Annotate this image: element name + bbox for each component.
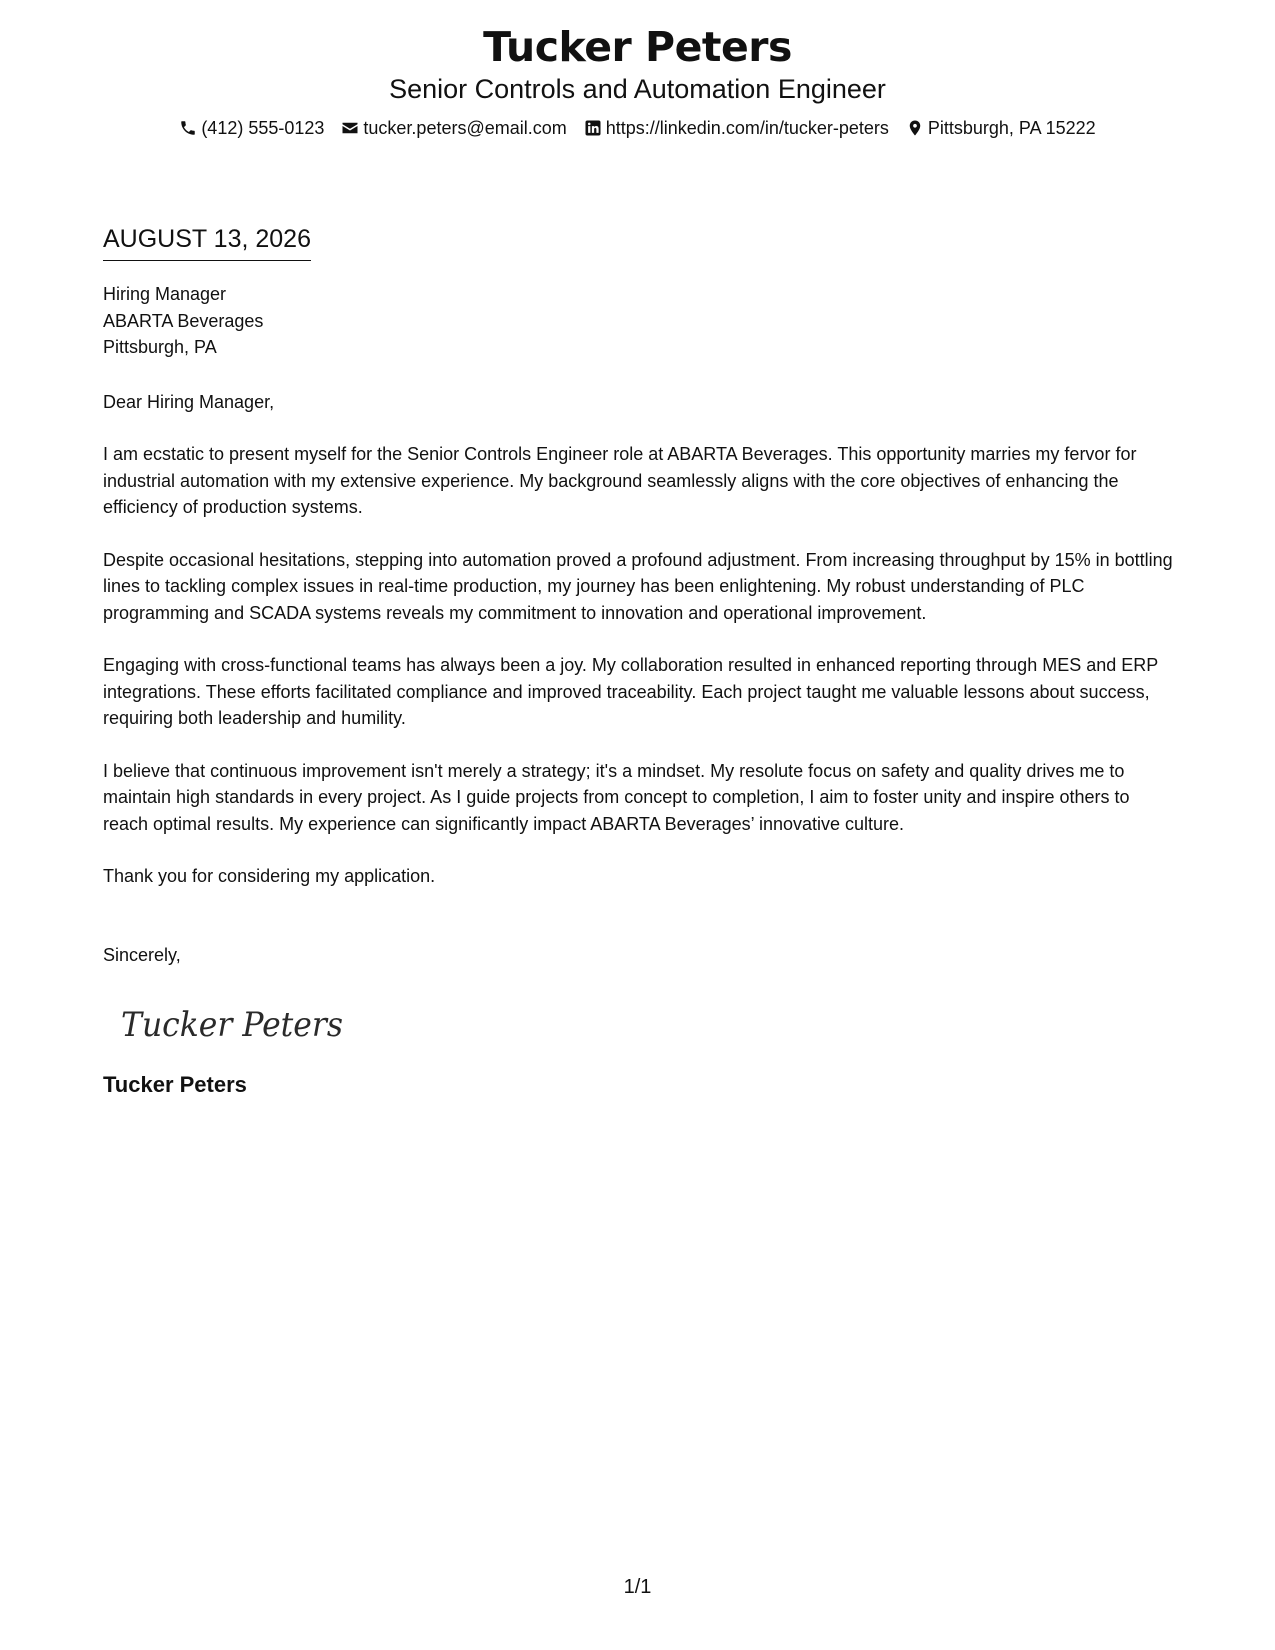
contact-email-text: tucker.peters@email.com <box>363 118 567 138</box>
contact-location-text: Pittsburgh, PA 15222 <box>927 118 1096 138</box>
svg-text:Tucker Peters: Tucker Peters <box>121 1005 343 1045</box>
phone-icon <box>179 119 197 137</box>
recipient-line: Pittsburgh, PA <box>103 337 217 357</box>
handwritten-signature <box>121 998 351 1050</box>
contact-phone-text: (412) 555-0123 <box>201 118 325 138</box>
envelope-icon <box>341 119 359 137</box>
body-paragraph: I believe that continuous improvement isn't merely a strategy; it's a mindset. My resolute focus on safety and quality drives me to maintain high standards in every project. As I guide projects from concept to completion, I aim to foster unity and inspire others to reach optimal results. My experience can significantly impact ABARTA Beverages’ innovative culture. <box>103 760 1130 834</box>
letter-body <box>103 222 1178 1100</box>
linkedin-icon <box>584 119 602 137</box>
contact-linkedin[interactable] <box>584 116 889 140</box>
body-paragraph: Engaging with cross-functional teams has always been a joy. My collaboration resulted in enhanced reporting through MES and ERP integrations. These efforts facilitated compliance and improved traceability. Each project taught me valuable lessons about success, requiring both leadership and humility. <box>103 655 1158 728</box>
recipient-line: ABARTA Beverages <box>103 310 264 331</box>
recipient-line: Hiring Manager <box>103 284 227 304</box>
page-number: 1/1 <box>623 1576 652 1598</box>
closing: Sincerely, <box>103 944 181 965</box>
contact-linkedin-text: https://linkedin.com/in/tucker-peters <box>605 118 889 138</box>
body-paragraph: I am ecstatic to present myself for the Senior Controls Engineer role at ABARTA Beverages. This opportunity marries my fervor for industrial automation with my extensive experience. My background seamlessly aligns with the core objectives of enhancing the efficiency of production systems. <box>103 444 1137 517</box>
applicant-title: Senior Controls and Automation Engineer <box>389 74 886 104</box>
greeting: Dear Hiring Manager, <box>103 391 275 412</box>
contact-bar <box>0 116 1275 140</box>
letter-date: AUGUST 13, 2026 <box>103 222 311 261</box>
body-paragraph: Despite occasional hesitations, stepping into automation proved a profound adjustment. From increasing throughput by 15% in bottling lines to tackling complex issues in real-time production, my journey has been enlightening. My robust understanding of PLC programming and SCADA systems reveals my commitment to innovation and operational improvement. <box>103 549 1173 623</box>
letter-header <box>0 22 1275 140</box>
recipient-block <box>103 281 1178 361</box>
applicant-name: Tucker Peters <box>483 23 792 71</box>
contact-email[interactable] <box>341 116 566 140</box>
signed-name: Tucker Peters <box>103 1072 247 1097</box>
body-paragraph: Thank you for considering my application. <box>103 866 436 886</box>
map-marker-icon <box>906 119 924 137</box>
contact-phone <box>179 116 324 140</box>
contact-location <box>906 116 1096 140</box>
